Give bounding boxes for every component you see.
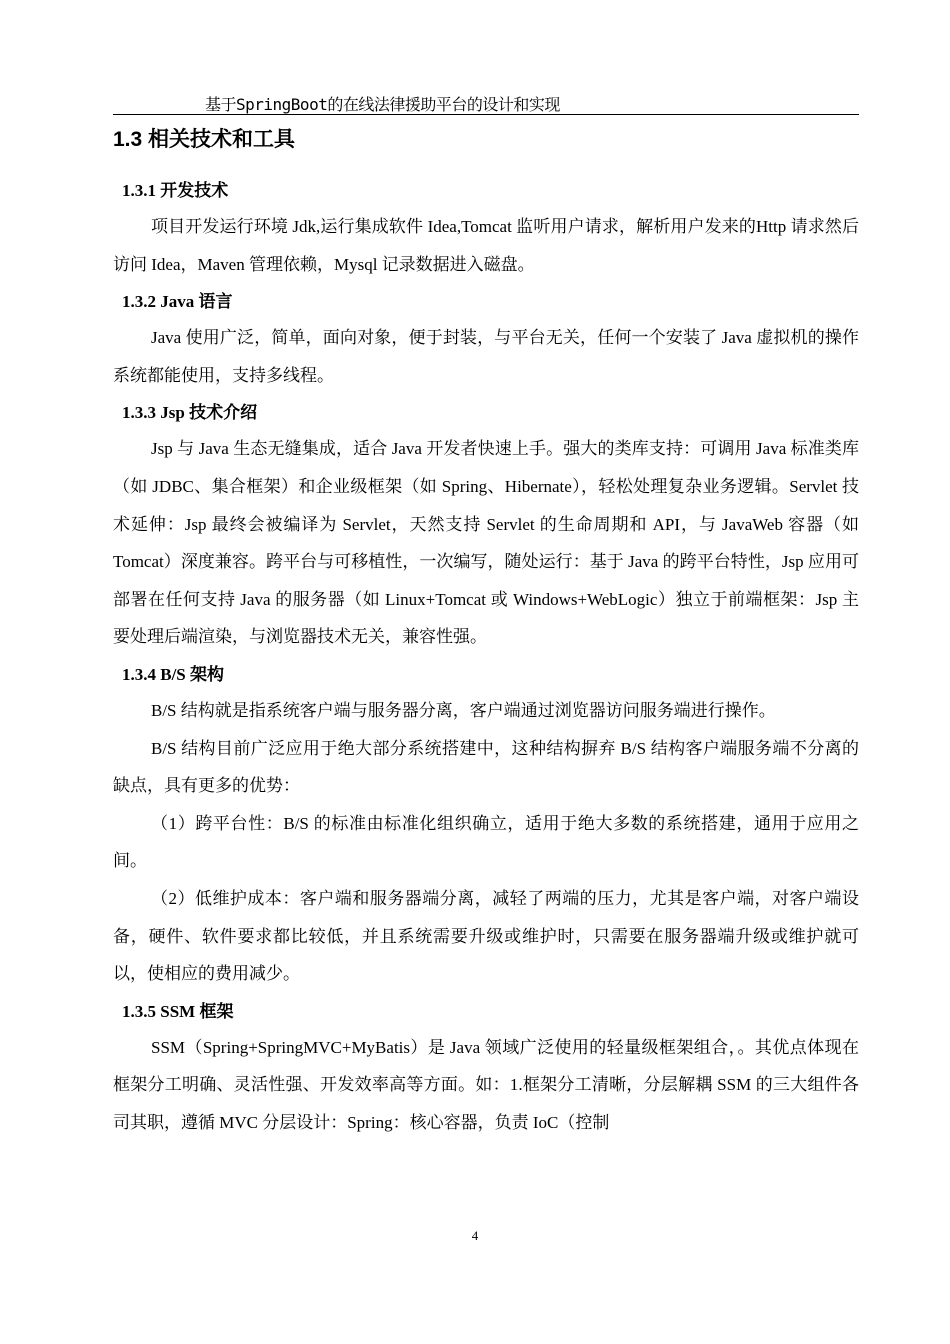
subsection-title-bs-architecture: 1.3.4 B/S 架构 [122,664,225,684]
section-title: 1.3 相关技术和工具 [113,128,296,151]
page-number: 4 [471,1228,479,1243]
subsection-title-dev-tech: 1.3.1 开发技术 [122,181,229,200]
paragraph: B/S 结构就是指系统客户端与服务器分离，客户端通过浏览器访问服务端进行操作。 [151,700,776,720]
paragraph: Java 使用广泛，简单，面向对象，便于封装，与平台无关，任何一个安装了 Java 虚拟机的操作系统都能使用，支持多线程。 [113,328,859,385]
subsection-title-jsp: 1.3.3 Jsp 技术介绍 [122,403,258,423]
page-body [113,124,859,1141]
paragraph: B/S 结构目前广泛应用于绝大部分系统搭建中，这种结构摒弃 B/S 结构客户端服务端不分离的缺点，具有更多的优势： [113,738,859,796]
list-item-paragraph: （2）低维护成本：客户端和服务器端分离，减轻了两端的压力，尤其是客户端，对客户端设备，硬件、软件要求都比较低，并且系统需要升级或维护时，只需要在服务器端升级或维护就可以，使相应的费用减少。 [113,888,859,984]
list-item-paragraph: （1）跨平台性：B/S 的标准由标准化组织确立，适用于绝大多数的系统搭建，通用于应用之间。 [113,813,859,871]
paragraph: SSM（Spring+SpringMVC+MyBatis）是 Java 领域广泛使用的轻量级框架组合，。其优点体现在框架分工明确、灵活性强、开发效率高等方面。如：1.框架分工清晰，分层解耦 SSM 的三大组件各司其职，遵循 MVC 分层设计：Spring：核心容器，负责 IoC（控制 [113,1037,859,1132]
running-header [113,90,859,115]
running-header-title: 基于SpringBoot的在线法律援助平台的设计和实现 [205,95,560,114]
subsection-title-java: 1.3.2 Java 语言 [122,292,233,312]
paragraph: 项目开发运行环境 Jdk,运行集成软件 Idea,Tomcat 监听用户请求，解析用户发来的Http 请求然后访问 Idea，Maven 管理依赖，Mysql 记录数据进入磁盘。 [113,217,859,274]
subsection-title-ssm: 1.3.5 SSM 框架 [122,1001,234,1021]
paragraph: Jsp 与 Java 生态无缝集成，适合 Java 开发者快速上手。强大的类库支持：可调用 Java 标准类库（如 JDBC、集合框架）和企业级框架（如 Spring、Hibernate），轻松处理复杂业务逻辑。Servlet 技术延伸：Jsp 最终会被编译为 Servlet，天然支持 Servlet 的生命周期和 API，与 JavaWeb 容器（如 Tomcat）深度兼容。跨平台与可移植性，一次编写，随处运行：基于 Java 的跨平台特性，Jsp 应用可部署在任何支持 Java 的服务器（如 Linux+Tomcat 或 Windows+WebLogic）独立于前端框架：Jsp 主要处理后端渲染，与浏览器技术无关，兼容性强。 [113,439,859,647]
